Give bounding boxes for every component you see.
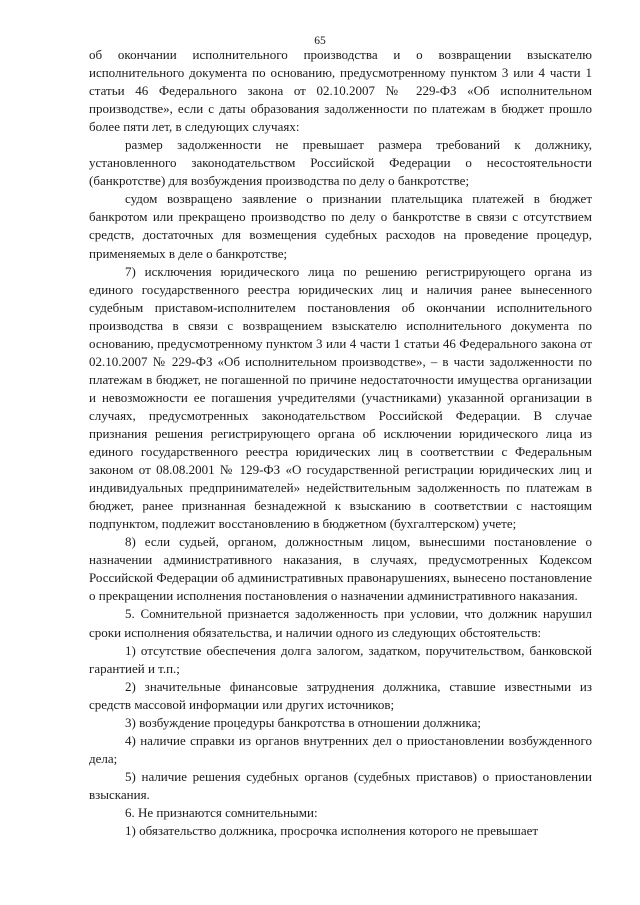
paragraph-court-returned: судом возвращено заявление о признании плательщика платежей в бюджет банкротом или прекращено производство по делу о банкротстве в связи с отсутствием средств, достаточных для возмещения судебных расходов на проведение процедур, применяемых в деле о банкротстве; <box>89 191 592 261</box>
paragraph-section-5: 5. Сомнительной признается задолженность при условии, что должник нарушил сроки исполнения обязательства, и наличии одного из следующих обстоятельств: <box>89 606 592 640</box>
paragraph-item-8: 8) если судьей, органом, должностным лицом, вынесшими постановление о назначении административного наказания, в случаях, предусмотренных Кодексом Российской Федерации об административных правонарушениях, вынесено постановление о прекращении исполнения постановления о назначении административного наказания. <box>89 534 592 604</box>
paragraph-item-7: 7) исключения юридического лица по решению регистрирующего органа из единого государственного реестра юридических лиц и наличия ранее вынесенного судебным приставом-исполнителем постановления об окончании исполнительного производства в связи с возвращением взыскателю исполнительного документа по основанию, предусмотренному пунктом 3 или 4 части 1 статьи 46 Федерального закона от 02.10.2007 № 229-ФЗ «Об исполнительном производстве», – в части задолженности по платежам в бюджет, не погашенной по причине недостаточности имущества организации и невозможности ее погашения учредителями (участниками) указанной организации в случаях, предусмотренных законодательством Российской Федерации. В случае признания решения регистрирующего органа об исключении юридического лица из единого государственного реестра юридических лиц в соответствии с Федеральным законом от 08.08.2001 № 129-ФЗ «О государственной регистрации юридических лиц и индивидуальных предпринимателей» недействительным задолженность по платежам в бюджет, ранее признанная безнадежной к взысканию в соответствии с настоящим подпунктом, подлежит восстановлению в бюджетном (бухгалтерском) учете; <box>89 263 592 532</box>
page-number: 65 <box>314 35 326 47</box>
paragraph-debt-threshold: размер задолженности не превышает размера требований к должнику, установленного законодательством Российской Федерации о несостоятельности (банкротстве) для возбуждения производства по делу о банкротстве; <box>89 137 592 189</box>
paragraph-section-5-item-2: 2) значительные финансовые затруднения должника, ставшие известными из средств массовой информации или других источников; <box>89 678 592 712</box>
paragraph-section-6-item-1: 1) обязательство должника, просрочка исполнения которого не превышает <box>125 823 539 839</box>
document-body <box>89 46 592 840</box>
paragraph-section-5-item-1: 1) отсутствие обеспечения долга залогом, задатком, поручительством, банковской гарантией и т.п.; <box>89 642 592 676</box>
paragraph-continuation: об окончании исполнительного производства и о возвращении взыскателю исполнительного документа по основанию, предусмотренному пунктом 3 или 4 части 1 статьи 46 Федерального закона от 02.10.2007 № 229-ФЗ «Об исполнительном производстве», если с даты образования задолженности по платежам в бюджет прошло более пяти лет, в следующих случаях: <box>89 47 592 135</box>
paragraph-section-5-item-3: 3) возбуждение процедуры банкротства в отношении должника; <box>125 714 481 730</box>
paragraph-section-5-item-4: 4) наличие справки из органов внутренних дел о приостановлении возбужденного дела; <box>89 732 592 766</box>
paragraph-section-5-item-5: 5) наличие решения судебных органов (судебных приставов) о приостановлении взыскания. <box>89 768 592 802</box>
paragraph-section-6: 6. Не признаются сомнительными: <box>125 804 318 820</box>
